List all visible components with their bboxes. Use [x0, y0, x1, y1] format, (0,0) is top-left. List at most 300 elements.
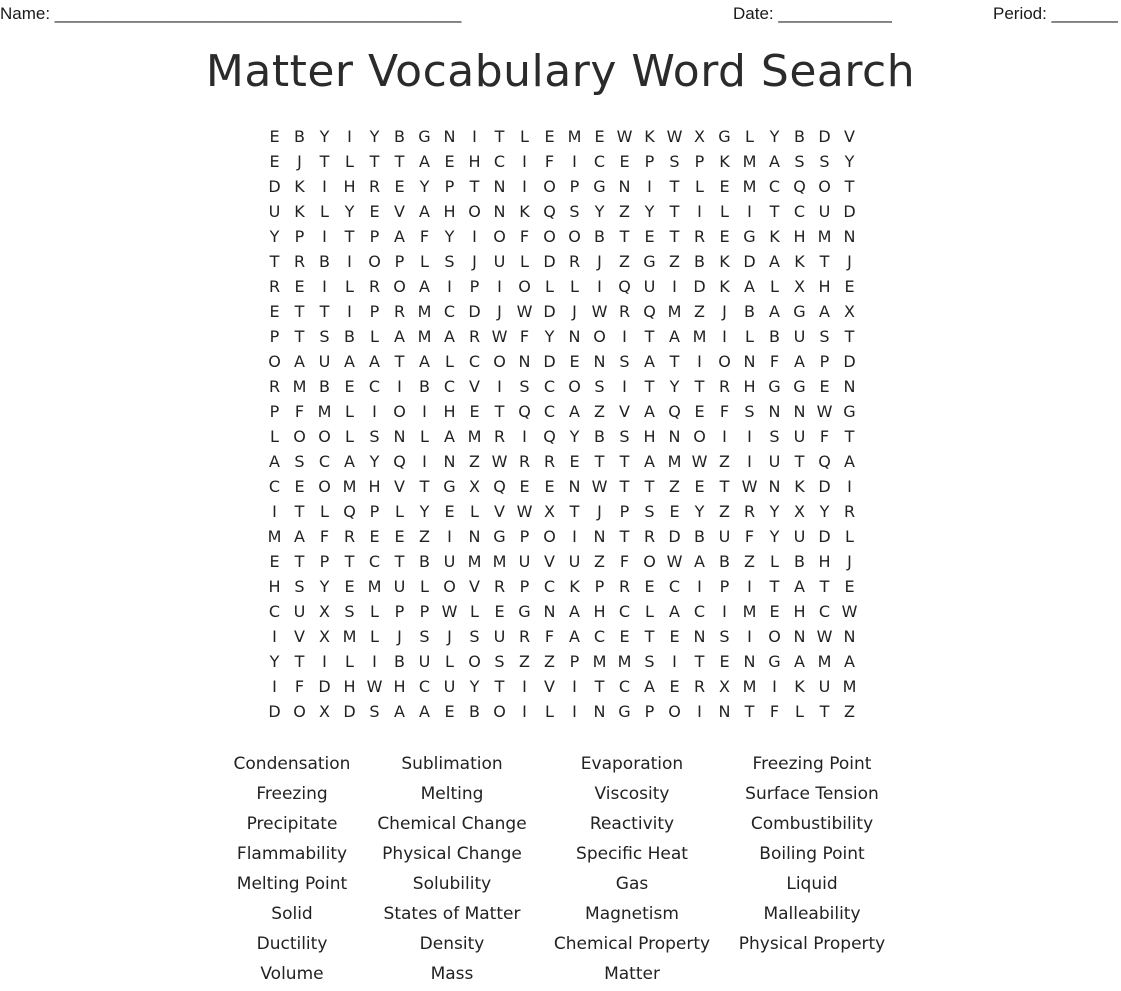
grid-letter[interactable]: M: [342, 627, 357, 646]
grid-letter[interactable]: L: [420, 252, 429, 271]
grid-letter[interactable]: M: [417, 327, 432, 346]
grid-letter[interactable]: K: [519, 202, 530, 221]
grid-letter[interactable]: P: [369, 302, 380, 321]
grid-letter[interactable]: R: [568, 252, 581, 271]
grid-letter[interactable]: W: [441, 602, 458, 621]
grid-letter[interactable]: O: [318, 427, 331, 446]
grid-letter[interactable]: D: [268, 177, 281, 196]
grid-letter[interactable]: E: [469, 402, 480, 421]
grid-letter[interactable]: F: [769, 702, 780, 721]
grid-letter[interactable]: S: [444, 252, 455, 271]
grid-letter[interactable]: S: [619, 352, 630, 371]
grid-letter[interactable]: S: [819, 152, 830, 171]
grid-letter[interactable]: H: [343, 177, 356, 196]
grid-letter[interactable]: M: [817, 652, 832, 671]
grid-letter[interactable]: A: [394, 227, 405, 246]
grid-letter[interactable]: Y: [319, 577, 330, 596]
grid-letter[interactable]: P: [819, 352, 830, 371]
grid-letter[interactable]: Z: [719, 452, 730, 471]
grid-letter[interactable]: A: [569, 627, 580, 646]
grid-letter[interactable]: L: [420, 577, 429, 596]
grid-letter[interactable]: U: [493, 252, 506, 271]
grid-letter[interactable]: S: [369, 427, 380, 446]
grid-letter[interactable]: N: [443, 127, 456, 146]
grid-letter[interactable]: D: [668, 527, 681, 546]
grid-letter[interactable]: P: [719, 577, 730, 596]
grid-letter[interactable]: R: [843, 502, 856, 521]
period-field-label[interactable]: Period: _______: [993, 4, 1118, 23]
grid-letter[interactable]: I: [522, 152, 527, 171]
grid-letter[interactable]: M: [467, 552, 482, 571]
grid-letter[interactable]: G: [493, 527, 506, 546]
grid-letter[interactable]: E: [444, 502, 455, 521]
date-field-label[interactable]: Date: ____________: [733, 4, 892, 23]
grid-letter[interactable]: Z: [544, 652, 555, 671]
grid-letter[interactable]: T: [819, 252, 830, 271]
grid-letter[interactable]: E: [694, 402, 705, 421]
grid-letter[interactable]: F: [544, 627, 555, 646]
grid-letter[interactable]: I: [422, 402, 427, 421]
grid-letter[interactable]: N: [593, 352, 606, 371]
grid-letter[interactable]: R: [293, 252, 306, 271]
grid-letter[interactable]: L: [570, 277, 579, 296]
grid-letter[interactable]: V: [394, 477, 405, 496]
grid-letter[interactable]: Y: [344, 202, 355, 221]
grid-letter[interactable]: T: [394, 552, 405, 571]
grid-letter[interactable]: E: [369, 202, 380, 221]
grid-letter[interactable]: A: [819, 302, 830, 321]
grid-letter[interactable]: D: [818, 527, 831, 546]
grid-letter[interactable]: P: [594, 577, 605, 596]
grid-letter[interactable]: E: [344, 577, 355, 596]
grid-letter[interactable]: M: [742, 177, 757, 196]
grid-letter[interactable]: P: [519, 577, 530, 596]
grid-letter[interactable]: U: [793, 427, 806, 446]
grid-letter[interactable]: R: [743, 502, 756, 521]
grid-letter[interactable]: A: [794, 577, 805, 596]
grid-letter[interactable]: B: [594, 427, 605, 446]
grid-letter[interactable]: X: [544, 502, 555, 521]
grid-letter[interactable]: D: [693, 277, 706, 296]
grid-letter[interactable]: J: [472, 252, 477, 271]
grid-letter[interactable]: G: [718, 127, 731, 146]
grid-letter[interactable]: A: [444, 327, 455, 346]
grid-letter[interactable]: L: [345, 152, 354, 171]
grid-letter[interactable]: G: [768, 377, 781, 396]
grid-letter[interactable]: C: [493, 152, 506, 171]
grid-letter[interactable]: L: [695, 177, 704, 196]
grid-letter[interactable]: P: [694, 152, 705, 171]
grid-letter[interactable]: B: [319, 252, 330, 271]
grid-letter[interactable]: T: [369, 152, 380, 171]
grid-letter[interactable]: I: [572, 702, 577, 721]
grid-letter[interactable]: N: [768, 477, 781, 496]
grid-letter[interactable]: Y: [594, 202, 605, 221]
grid-letter[interactable]: F: [744, 527, 755, 546]
grid-letter[interactable]: I: [747, 427, 752, 446]
grid-letter[interactable]: P: [294, 227, 305, 246]
grid-letter[interactable]: C: [418, 677, 431, 696]
grid-letter[interactable]: S: [569, 202, 580, 221]
grid-letter[interactable]: N: [593, 702, 606, 721]
grid-letter[interactable]: I: [322, 177, 327, 196]
grid-letter[interactable]: T: [669, 202, 680, 221]
grid-letter[interactable]: T: [494, 402, 505, 421]
grid-letter[interactable]: T: [619, 527, 630, 546]
grid-letter[interactable]: E: [769, 602, 780, 621]
grid-letter[interactable]: Y: [269, 227, 280, 246]
grid-letter[interactable]: G: [843, 402, 856, 421]
grid-letter[interactable]: O: [543, 227, 556, 246]
grid-letter[interactable]: E: [694, 477, 705, 496]
grid-letter[interactable]: F: [294, 677, 305, 696]
grid-letter[interactable]: Q: [543, 427, 556, 446]
grid-letter[interactable]: L: [770, 552, 779, 571]
grid-letter[interactable]: O: [493, 227, 506, 246]
grid-letter[interactable]: Z: [619, 202, 630, 221]
grid-letter[interactable]: I: [322, 652, 327, 671]
grid-letter[interactable]: N: [493, 177, 506, 196]
grid-letter[interactable]: D: [543, 252, 556, 271]
grid-letter[interactable]: E: [719, 652, 730, 671]
grid-letter[interactable]: I: [697, 202, 702, 221]
grid-letter[interactable]: I: [747, 452, 752, 471]
grid-letter[interactable]: O: [593, 327, 606, 346]
grid-letter[interactable]: P: [619, 502, 630, 521]
grid-letter[interactable]: L: [345, 427, 354, 446]
grid-letter[interactable]: X: [794, 277, 805, 296]
grid-letter[interactable]: D: [543, 302, 556, 321]
grid-letter[interactable]: P: [444, 177, 455, 196]
grid-letter[interactable]: L: [745, 127, 754, 146]
grid-letter[interactable]: Y: [844, 152, 855, 171]
grid-letter[interactable]: T: [769, 202, 780, 221]
grid-letter[interactable]: D: [818, 477, 831, 496]
grid-letter[interactable]: T: [619, 452, 630, 471]
grid-letter[interactable]: I: [447, 277, 452, 296]
grid-letter[interactable]: A: [844, 452, 855, 471]
grid-letter[interactable]: N: [843, 227, 856, 246]
grid-letter[interactable]: H: [343, 677, 356, 696]
grid-letter[interactable]: O: [518, 277, 531, 296]
grid-letter[interactable]: J: [722, 302, 727, 321]
grid-letter[interactable]: M: [817, 227, 832, 246]
grid-letter[interactable]: F: [519, 227, 530, 246]
grid-letter[interactable]: I: [347, 302, 352, 321]
grid-letter[interactable]: A: [794, 352, 805, 371]
grid-letter[interactable]: D: [843, 202, 856, 221]
grid-letter[interactable]: C: [593, 152, 606, 171]
grid-letter[interactable]: E: [569, 452, 580, 471]
grid-letter[interactable]: N: [718, 702, 731, 721]
grid-letter[interactable]: G: [518, 602, 531, 621]
grid-letter[interactable]: U: [418, 652, 431, 671]
grid-letter[interactable]: A: [294, 527, 305, 546]
grid-letter[interactable]: S: [619, 427, 630, 446]
grid-letter[interactable]: M: [742, 677, 757, 696]
grid-letter[interactable]: H: [468, 152, 481, 171]
grid-letter[interactable]: L: [845, 527, 854, 546]
grid-letter[interactable]: B: [294, 127, 305, 146]
grid-letter[interactable]: M: [842, 677, 857, 696]
grid-letter[interactable]: K: [569, 577, 580, 596]
grid-letter[interactable]: N: [793, 402, 806, 421]
grid-letter[interactable]: S: [344, 602, 355, 621]
grid-letter[interactable]: N: [618, 177, 631, 196]
grid-letter[interactable]: P: [369, 502, 380, 521]
grid-letter[interactable]: A: [794, 652, 805, 671]
grid-letter[interactable]: P: [519, 527, 530, 546]
grid-letter[interactable]: N: [593, 527, 606, 546]
grid-letter[interactable]: I: [272, 677, 277, 696]
grid-letter[interactable]: A: [419, 277, 430, 296]
grid-letter[interactable]: E: [619, 152, 630, 171]
grid-letter[interactable]: A: [644, 352, 655, 371]
grid-letter[interactable]: B: [394, 652, 405, 671]
grid-letter[interactable]: I: [372, 652, 377, 671]
grid-letter[interactable]: S: [369, 702, 380, 721]
grid-letter[interactable]: A: [694, 552, 705, 571]
grid-letter[interactable]: M: [467, 427, 482, 446]
grid-letter[interactable]: Q: [668, 402, 681, 421]
grid-letter[interactable]: E: [344, 377, 355, 396]
grid-letter[interactable]: A: [644, 402, 655, 421]
grid-letter[interactable]: O: [568, 227, 581, 246]
grid-letter[interactable]: A: [294, 352, 305, 371]
grid-letter[interactable]: L: [370, 602, 379, 621]
grid-letter[interactable]: P: [394, 602, 405, 621]
grid-letter[interactable]: R: [718, 377, 731, 396]
grid-letter[interactable]: A: [644, 677, 655, 696]
grid-letter[interactable]: W: [591, 302, 608, 321]
grid-letter[interactable]: A: [419, 152, 430, 171]
grid-letter[interactable]: C: [593, 627, 606, 646]
grid-letter[interactable]: L: [545, 277, 554, 296]
grid-letter[interactable]: S: [819, 327, 830, 346]
grid-letter[interactable]: Q: [543, 202, 556, 221]
grid-letter[interactable]: X: [794, 502, 805, 521]
grid-letter[interactable]: Z: [669, 252, 680, 271]
grid-letter[interactable]: M: [492, 552, 507, 571]
grid-letter[interactable]: G: [593, 177, 606, 196]
grid-letter[interactable]: R: [643, 527, 656, 546]
grid-letter[interactable]: I: [347, 127, 352, 146]
grid-letter[interactable]: E: [819, 377, 830, 396]
grid-letter[interactable]: E: [269, 127, 280, 146]
grid-letter[interactable]: T: [419, 477, 430, 496]
grid-letter[interactable]: A: [669, 602, 680, 621]
grid-letter[interactable]: E: [294, 477, 305, 496]
grid-letter[interactable]: C: [543, 577, 556, 596]
grid-letter[interactable]: U: [493, 627, 506, 646]
grid-letter[interactable]: N: [693, 627, 706, 646]
grid-letter[interactable]: N: [568, 477, 581, 496]
grid-letter[interactable]: I: [522, 702, 527, 721]
grid-letter[interactable]: Q: [393, 452, 406, 471]
grid-letter[interactable]: T: [744, 702, 755, 721]
grid-letter[interactable]: I: [522, 177, 527, 196]
grid-letter[interactable]: T: [294, 552, 305, 571]
grid-letter[interactable]: T: [619, 477, 630, 496]
grid-letter[interactable]: C: [443, 377, 456, 396]
name-field-label[interactable]: Name: ___________________________________________: [0, 4, 462, 23]
grid-letter[interactable]: I: [697, 577, 702, 596]
grid-letter[interactable]: L: [320, 502, 329, 521]
grid-letter[interactable]: H: [368, 477, 381, 496]
grid-letter[interactable]: Y: [319, 127, 330, 146]
grid-letter[interactable]: O: [468, 202, 481, 221]
grid-letter[interactable]: E: [369, 527, 380, 546]
grid-letter[interactable]: Z: [519, 652, 530, 671]
grid-letter[interactable]: T: [319, 152, 330, 171]
grid-letter[interactable]: F: [519, 327, 530, 346]
grid-letter[interactable]: U: [643, 277, 656, 296]
grid-letter[interactable]: E: [719, 177, 730, 196]
grid-letter[interactable]: T: [644, 627, 655, 646]
grid-letter[interactable]: W: [491, 327, 508, 346]
grid-letter[interactable]: T: [344, 552, 355, 571]
grid-letter[interactable]: A: [344, 352, 355, 371]
grid-letter[interactable]: L: [645, 602, 654, 621]
grid-letter[interactable]: T: [794, 452, 805, 471]
grid-letter[interactable]: R: [518, 452, 531, 471]
grid-letter[interactable]: B: [794, 127, 805, 146]
grid-letter[interactable]: M: [417, 302, 432, 321]
grid-letter[interactable]: V: [844, 127, 855, 146]
grid-letter[interactable]: T: [719, 477, 730, 496]
grid-letter[interactable]: B: [419, 552, 430, 571]
grid-letter[interactable]: I: [722, 602, 727, 621]
grid-letter[interactable]: M: [292, 377, 307, 396]
grid-letter[interactable]: A: [644, 452, 655, 471]
grid-letter[interactable]: I: [572, 677, 577, 696]
grid-letter[interactable]: P: [269, 402, 280, 421]
grid-letter[interactable]: C: [318, 452, 331, 471]
grid-letter[interactable]: A: [769, 252, 780, 271]
grid-letter[interactable]: Y: [819, 502, 830, 521]
grid-letter[interactable]: N: [768, 402, 781, 421]
grid-letter[interactable]: T: [319, 302, 330, 321]
grid-letter[interactable]: C: [693, 602, 706, 621]
grid-letter[interactable]: E: [669, 627, 680, 646]
grid-letter[interactable]: E: [844, 577, 855, 596]
grid-letter[interactable]: P: [394, 252, 405, 271]
grid-letter[interactable]: O: [668, 702, 681, 721]
grid-letter[interactable]: W: [816, 402, 833, 421]
grid-letter[interactable]: M: [692, 327, 707, 346]
grid-letter[interactable]: H: [818, 552, 831, 571]
grid-letter[interactable]: L: [420, 427, 429, 446]
grid-letter[interactable]: S: [494, 652, 505, 671]
grid-letter[interactable]: X: [719, 677, 730, 696]
grid-letter[interactable]: V: [544, 677, 555, 696]
grid-letter[interactable]: U: [318, 352, 331, 371]
grid-letter[interactable]: J: [297, 152, 302, 171]
grid-letter[interactable]: J: [847, 552, 852, 571]
grid-letter[interactable]: I: [622, 377, 627, 396]
grid-letter[interactable]: Y: [644, 202, 655, 221]
grid-letter[interactable]: A: [569, 402, 580, 421]
grid-letter[interactable]: J: [397, 627, 402, 646]
grid-letter[interactable]: Y: [444, 227, 455, 246]
grid-letter[interactable]: P: [644, 152, 655, 171]
grid-letter[interactable]: A: [769, 302, 780, 321]
grid-letter[interactable]: W: [591, 477, 608, 496]
grid-letter[interactable]: Y: [669, 377, 680, 396]
grid-letter[interactable]: E: [519, 477, 530, 496]
grid-letter[interactable]: I: [772, 677, 777, 696]
grid-letter[interactable]: T: [569, 502, 580, 521]
grid-letter[interactable]: M: [592, 652, 607, 671]
grid-letter[interactable]: M: [317, 402, 332, 421]
grid-letter[interactable]: M: [667, 302, 682, 321]
grid-letter[interactable]: B: [469, 702, 480, 721]
grid-letter[interactable]: R: [368, 177, 381, 196]
grid-letter[interactable]: I: [572, 152, 577, 171]
grid-letter[interactable]: Y: [769, 502, 780, 521]
grid-letter[interactable]: R: [268, 277, 281, 296]
grid-letter[interactable]: O: [718, 352, 731, 371]
grid-letter[interactable]: P: [419, 602, 430, 621]
grid-letter[interactable]: R: [618, 577, 631, 596]
grid-letter[interactable]: W: [516, 502, 533, 521]
grid-letter[interactable]: O: [493, 352, 506, 371]
grid-letter[interactable]: I: [397, 377, 402, 396]
grid-letter[interactable]: I: [597, 277, 602, 296]
grid-letter[interactable]: W: [516, 302, 533, 321]
grid-letter[interactable]: I: [747, 627, 752, 646]
grid-letter[interactable]: Y: [269, 652, 280, 671]
grid-letter[interactable]: Z: [694, 302, 705, 321]
grid-letter[interactable]: O: [318, 477, 331, 496]
grid-letter[interactable]: I: [622, 327, 627, 346]
grid-letter[interactable]: J: [847, 252, 852, 271]
grid-letter[interactable]: L: [370, 327, 379, 346]
grid-letter[interactable]: L: [545, 702, 554, 721]
grid-letter[interactable]: L: [270, 427, 279, 446]
grid-letter[interactable]: Q: [518, 402, 531, 421]
grid-letter[interactable]: B: [419, 377, 430, 396]
grid-letter[interactable]: W: [366, 677, 383, 696]
grid-letter[interactable]: E: [394, 527, 405, 546]
grid-letter[interactable]: L: [345, 652, 354, 671]
grid-letter[interactable]: D: [268, 702, 281, 721]
grid-letter[interactable]: L: [470, 502, 479, 521]
grid-letter[interactable]: H: [593, 602, 606, 621]
grid-letter[interactable]: C: [268, 477, 281, 496]
grid-letter[interactable]: T: [594, 677, 605, 696]
grid-letter[interactable]: R: [693, 677, 706, 696]
grid-letter[interactable]: V: [469, 577, 480, 596]
grid-letter[interactable]: U: [818, 202, 831, 221]
grid-letter[interactable]: L: [745, 327, 754, 346]
grid-letter[interactable]: S: [794, 152, 805, 171]
grid-letter[interactable]: E: [444, 702, 455, 721]
grid-letter[interactable]: T: [494, 127, 505, 146]
grid-letter[interactable]: T: [819, 702, 830, 721]
grid-letter[interactable]: T: [294, 302, 305, 321]
grid-letter[interactable]: E: [394, 177, 405, 196]
grid-letter[interactable]: C: [443, 302, 456, 321]
grid-letter[interactable]: T: [344, 227, 355, 246]
grid-letter[interactable]: M: [667, 452, 682, 471]
grid-letter[interactable]: Y: [544, 327, 555, 346]
grid-letter[interactable]: D: [343, 702, 356, 721]
grid-letter[interactable]: U: [718, 527, 731, 546]
grid-letter[interactable]: H: [393, 677, 406, 696]
grid-letter[interactable]: S: [719, 627, 730, 646]
grid-letter[interactable]: C: [768, 177, 781, 196]
